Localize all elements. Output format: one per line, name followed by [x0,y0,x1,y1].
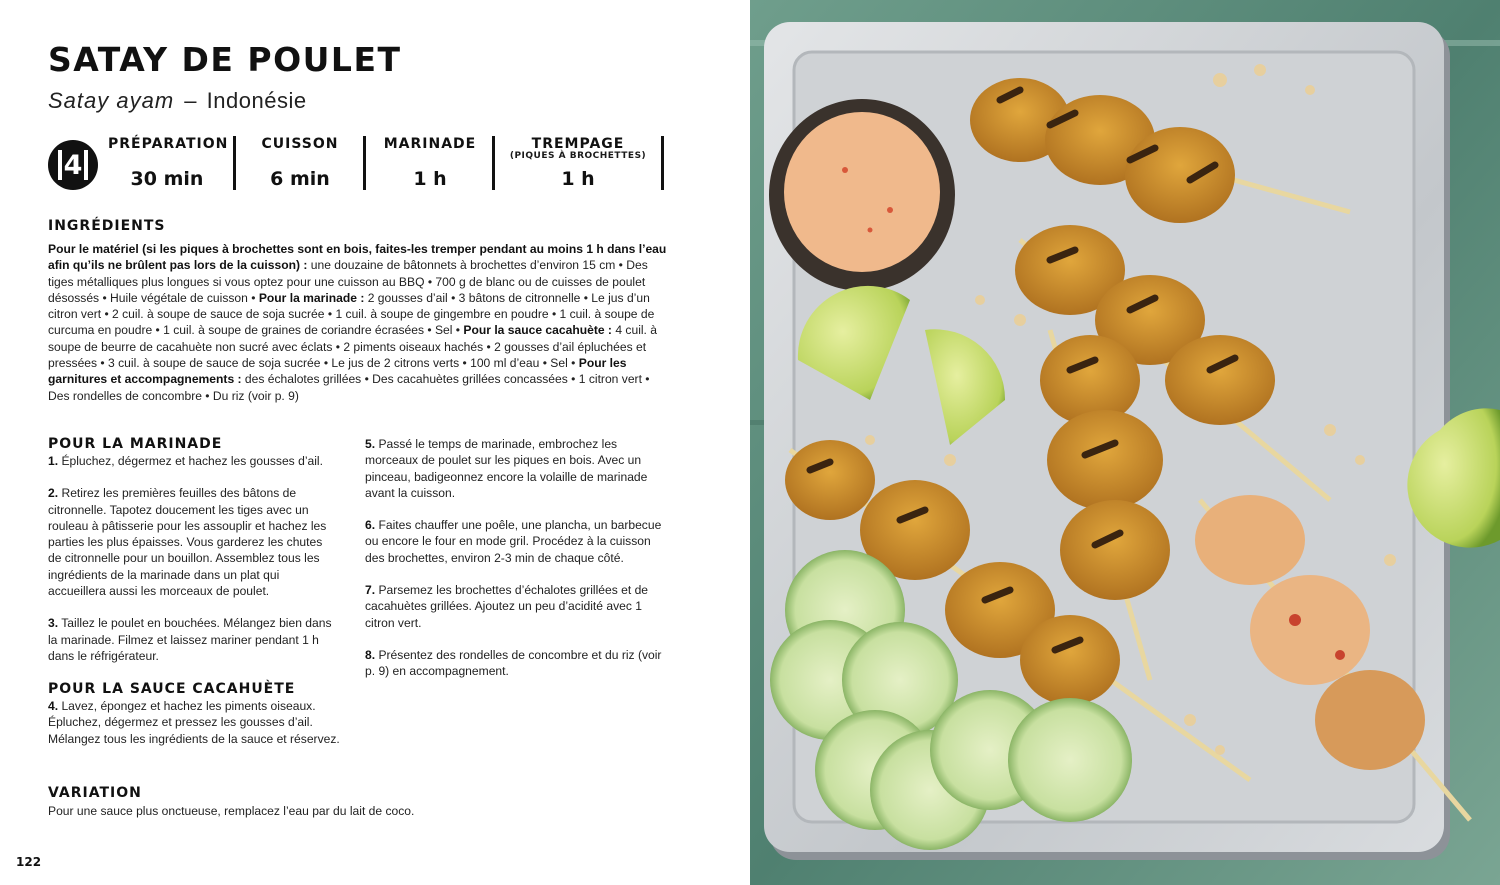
info-label: TREMPAGE [531,136,625,152]
info-label: CUISSON [261,136,339,152]
step [365,436,663,501]
step [48,615,338,664]
chili-fleck [887,207,893,213]
country-name: Indonésie [206,88,307,113]
step-number: 1. [48,454,59,468]
info-value: 1 h [413,168,447,190]
step-text: Taillez le poulet en bouchées. Mélangez bien dans la marinade. Filmez et laissez mariner pendant 1 h dans le réfrigérateur. [48,616,332,663]
ingredient-list: 4 cuil. à soupe de beurre de cacahuète non sucré avec éclats • 2 piments oiseaux hachés • 2 gousses d’ail épluchées et pressées • 3 cuil. à soupe de sauce de soja sucrée • Le jus de 2 citrons verts • 100 ml d’eau • Sel • [48,323,658,371]
recipe-title: SATAY DE POULET [48,40,402,79]
ingredient-section-label: Pour le matériel (si les piques à brochettes sont en bois, faites-les tremper pendant au moins 1 h dans l’eau afin qu’ils ne brûlent pas lors de la cuisson) : [48,242,667,273]
step-text: Retirez les premières feuilles des bâtons de citronnelle. Tapotez doucement les tiges avec un rouleau à pâtisserie pour les assouplir et hachez les parties les plus épaisses. Vous garderez les chutes de citronnelle pour un bouillon. Assemblez tous les ingrédients de la marinade dans un plat qui accueillera aussi les morceaux de poulet. [48,486,327,599]
badge-bar-left [58,150,62,180]
info-divider [661,136,664,190]
step-number: 7. [365,583,376,598]
variation-text [48,803,668,819]
info-value: 30 min [130,168,204,190]
cooking-steps [365,436,663,680]
marinade-heading: POUR LA MARINADE [48,436,223,452]
ingredient-list: 2 gousses d’ail • 3 bâtons de citronnelle • Le jus d’un citron vert • 2 cuil. à soupe de sauce de soja sucrée • 1 cuil. à soupe de gingembre en poudre • 1 cuil. à soupe de curcuma en poudre • 1 cuil. à soupe de graines de coriandre écrasées • Sel • [48,290,655,338]
chili-fleck [868,228,873,233]
ingredient-section-label: Pour les garnitures et accompagnements : [48,356,627,387]
ingredient-section-label: Pour la marinade : [258,290,365,305]
step [365,582,663,631]
info-preparation [108,136,229,190]
recipe-subtitle [48,88,307,114]
ingredient-section-label: Pour la sauce cacahuète : [463,323,612,338]
ingredients-heading: INGRÉDIENTS [48,218,166,234]
info-divider [363,136,366,190]
info-value: 6 min [270,168,330,190]
variation-body: Pour une sauce plus onctueuse, remplacez l’eau par du lait de coco. [48,804,415,818]
step-text: Présentez des rondelles de concombre et du riz (voir p. 9) en accompagnement. [365,647,662,679]
step-text: Passé le temps de marinade, embrochez les morceaux de poulet sur les piques en bois. Avec un pinceau, badigeonnez encore la volaille de marinade avant la cuisson. [365,437,648,500]
difficulty-badge [48,140,98,190]
step-number: 2. [48,486,59,501]
photo-illustration [750,0,1500,885]
step-text: Parsemez les brochettes d’échalotes grillées et de cacahuètes grillées. Ajoutez un peu d’acidité avec 1 citron vert. [365,583,649,630]
step-number: 5. [365,437,376,451]
ingredient-list: des échalotes grillées • Des cacahuètes grillées concassées • 1 citron vert • Des rondelles de concombre • Du riz (voir p. 9) [48,372,650,403]
marinade-steps [48,453,338,664]
step [48,485,338,599]
info-marinade [372,136,488,190]
info-trempage [500,136,656,190]
ingredients-text [48,241,668,404]
page-number: 122 [16,855,42,869]
step [48,453,338,469]
step-number: 3. [48,616,59,631]
badge-bar-right [84,150,88,180]
step-number: 6. [365,518,376,533]
sauce-heading: POUR LA SAUCE CACAHUÈTE [48,681,296,697]
subtitle-separator: – [184,88,197,113]
info-label: PRÉPARATION [108,136,229,152]
step-number: 8. [365,647,376,662]
sauce-steps [48,698,348,747]
info-divider [233,136,236,190]
local-name: Satay ayam [48,88,175,113]
chili-fleck [842,167,848,173]
peanut-sauce [784,112,940,272]
info-sublabel: (PIQUES À BROCHETTES) [509,151,647,161]
step [365,517,663,566]
info-divider [492,136,495,190]
badge-digit: 4 [63,149,83,181]
step [48,698,348,747]
step [365,647,663,680]
ingredient-list: une douzaine de bâtonnets à brochettes d’environ 15 cm • Des tiges métalliques plus longues si vous optez pour une cuisson au BBQ • 700 g de blanc ou de cuisses de poulet désossés • Huile végétale de cuisson • [48,258,648,305]
recipe-photo [750,0,1500,885]
info-value: 1 h [561,168,595,190]
step-text: Lavez, épongez et hachez les piments oiseaux. Épluchez, dégermez et pressez les gousses d’ail. Mélangez tous les ingrédients de la sauce et réservez. [48,699,340,746]
info-label: MARINADE [383,136,477,152]
info-cuisson [242,136,358,190]
step-text: Faites chauffer une poêle, une plancha, un barbecue ou encore le four en mode gril. Procédez à la cuisson des brochettes, environ 2-3 min de chaque côté. [365,518,662,565]
step-number: 4. [48,699,59,713]
variation-heading: VARIATION [48,785,142,801]
step-text: Épluchez, dégermez et hachez les gousses d’ail. [58,454,323,468]
